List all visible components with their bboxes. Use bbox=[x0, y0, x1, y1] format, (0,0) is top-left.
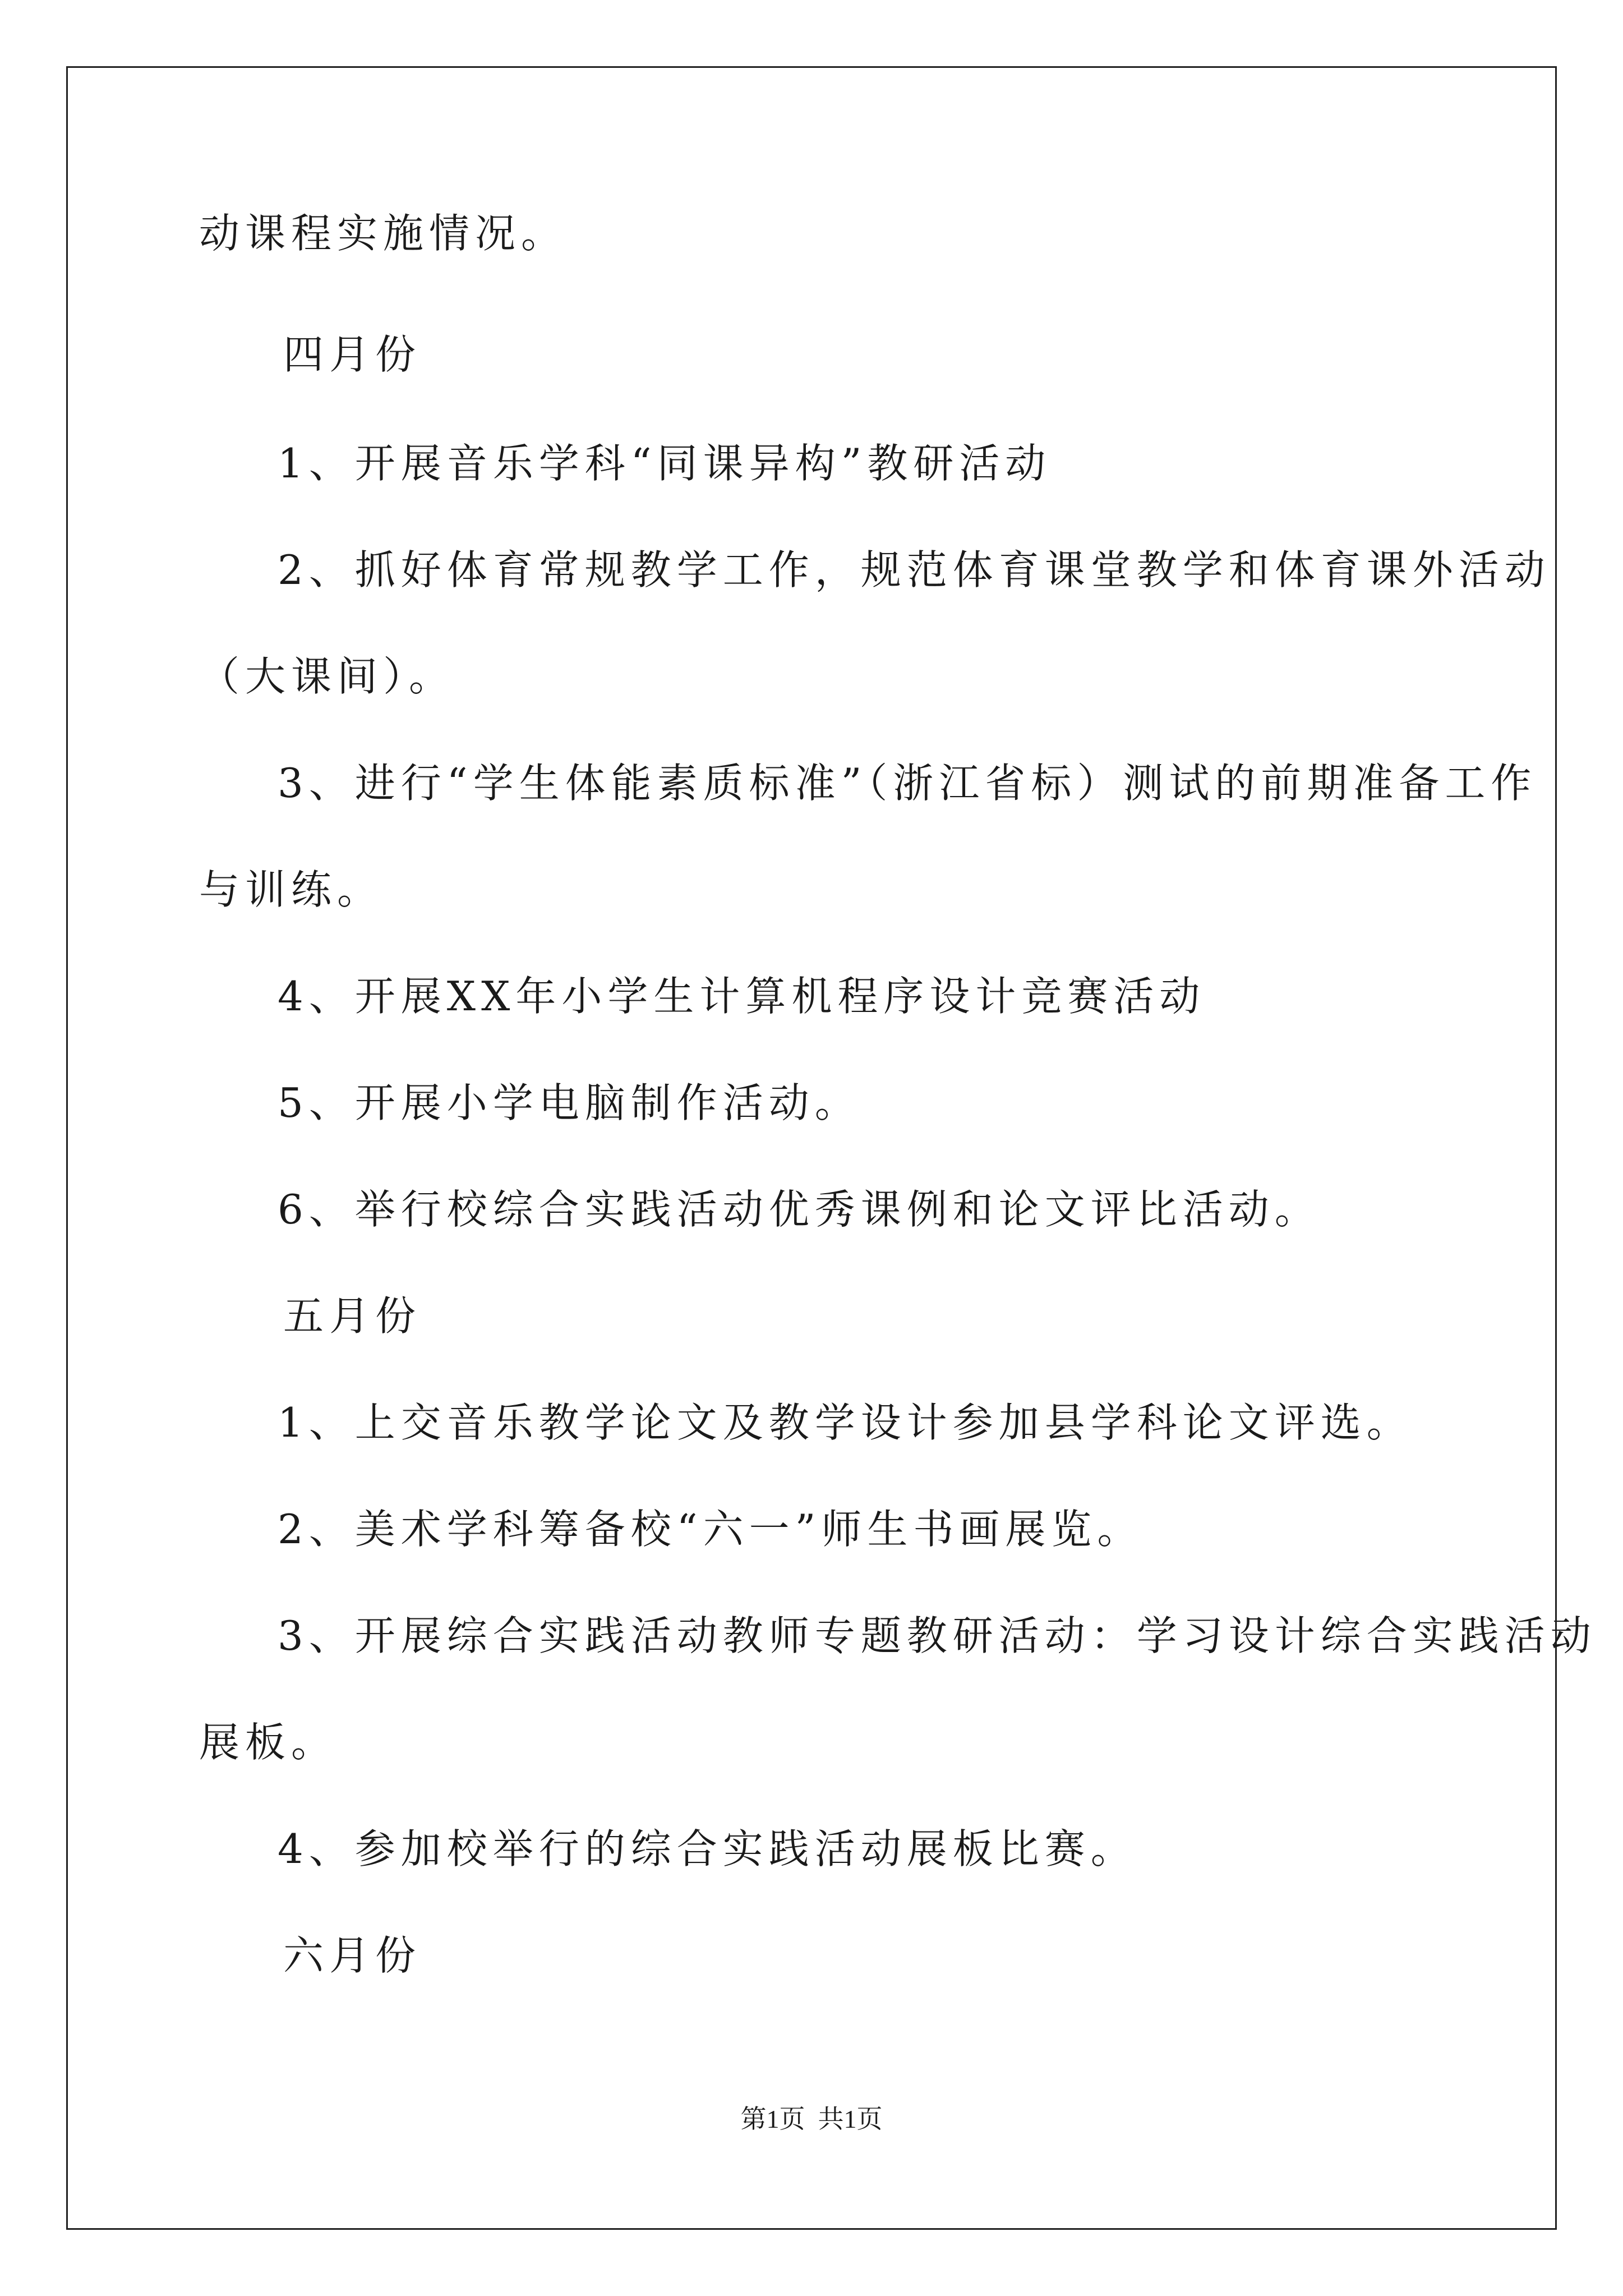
list-item-april-4: 4、开展XX年小学生计算机程序设计竞赛活动 bbox=[278, 973, 1206, 1020]
body-line-continuation: 动课程实施情况。 bbox=[199, 210, 568, 257]
list-item-may-3: 3、开展综合实践活动教师专题教研活动：学习设计综合实践活动 bbox=[278, 1612, 1597, 1659]
list-item-april-6: 6、举行校综合实践活动优秀课例和论文评比活动。 bbox=[278, 1186, 1321, 1233]
list-item-april-1: 1、开展音乐学科“同课异构”教研活动 bbox=[278, 440, 1052, 487]
list-item-may-4: 4、参加校举行的综合实践活动展板比赛。 bbox=[278, 1825, 1137, 1872]
section-heading-june: 六月份 bbox=[283, 1932, 422, 1979]
page-border bbox=[66, 66, 1557, 2230]
list-item-april-3-continuation: 与训练。 bbox=[199, 866, 384, 913]
list-item-april-3: 3、进行“学生体能素质标准”（浙江省标）测试的前期准备工作 bbox=[278, 760, 1537, 807]
list-item-april-5: 5、开展小学电脑制作活动。 bbox=[278, 1079, 861, 1126]
list-item-may-2: 2、美术学科筹备校“六一”师生书画展览。 bbox=[278, 1506, 1144, 1553]
list-item-april-2-continuation: （大课间）。 bbox=[199, 653, 455, 700]
list-item-may-1: 1、上交音乐教学论文及教学设计参加县学科论文评选。 bbox=[278, 1399, 1413, 1446]
list-item-may-3-continuation: 展板。 bbox=[199, 1719, 338, 1766]
list-item-april-2: 2、抓好体育常规教学工作，规范体育课堂教学和体育课外活动 bbox=[278, 546, 1551, 593]
section-heading-april: 四月份 bbox=[283, 331, 422, 378]
section-heading-may: 五月份 bbox=[283, 1292, 422, 1340]
page-number-footer: 第1页 共1页 bbox=[740, 2105, 883, 2133]
